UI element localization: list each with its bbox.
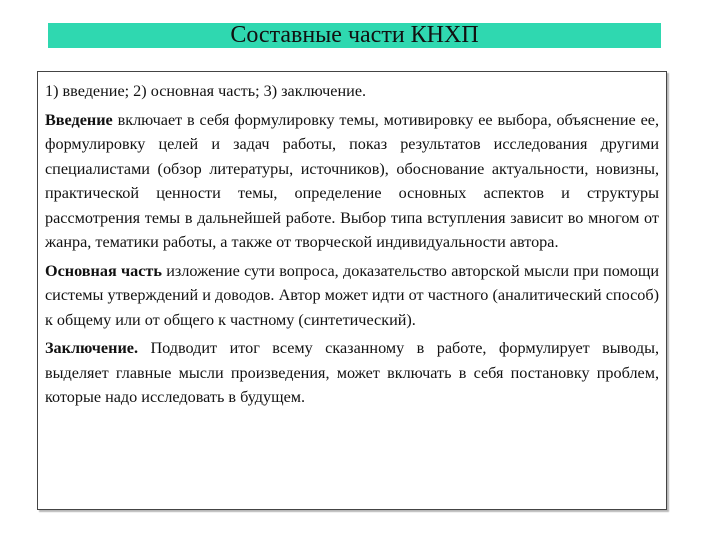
conclusion-term: Заключение. [45,339,138,357]
introduction-term: Введение [45,110,113,129]
main-part-term: Основная часть [45,261,162,280]
conclusion-text: Подводит итог всему сказанному в работе, формулирует выводы, выделяет главные мысли произведения, может включать в себя постановку проблем, которые надо исследовать в будущем. [45,339,659,406]
introduction-paragraph [45,108,659,255]
main-part-text: изложение сути вопроса, доказательство авторской мысли при помощи системы утверждений и доводов. Автор может идти от частного (аналитический способ) к общему или от общего к частному (синтетический). [45,261,659,329]
content-box [37,71,667,510]
intro-line: 1) введение; 2) основная часть; 3) заключение. [45,82,367,100]
slide-title: Составные части КНХП [230,22,479,48]
main-part-paragraph [45,259,659,333]
conclusion-paragraph [45,336,659,410]
title-bar [48,23,661,48]
introduction-text: включает в себя формулировку темы, мотивировку ее выбора, объяснение ее, формулировку целей и задач работы, показ результатов исследования другими специалистами (обзор литературы, источников), обоснование актуальности, новизны, практической ценности темы, определение основных аспектов и структуры рассмотрения темы в дальнейшей работе. Выбор типа вступления зависит во многом от жанра, тематики работы, а также от творческой индивидуальности автора. [45,110,659,251]
